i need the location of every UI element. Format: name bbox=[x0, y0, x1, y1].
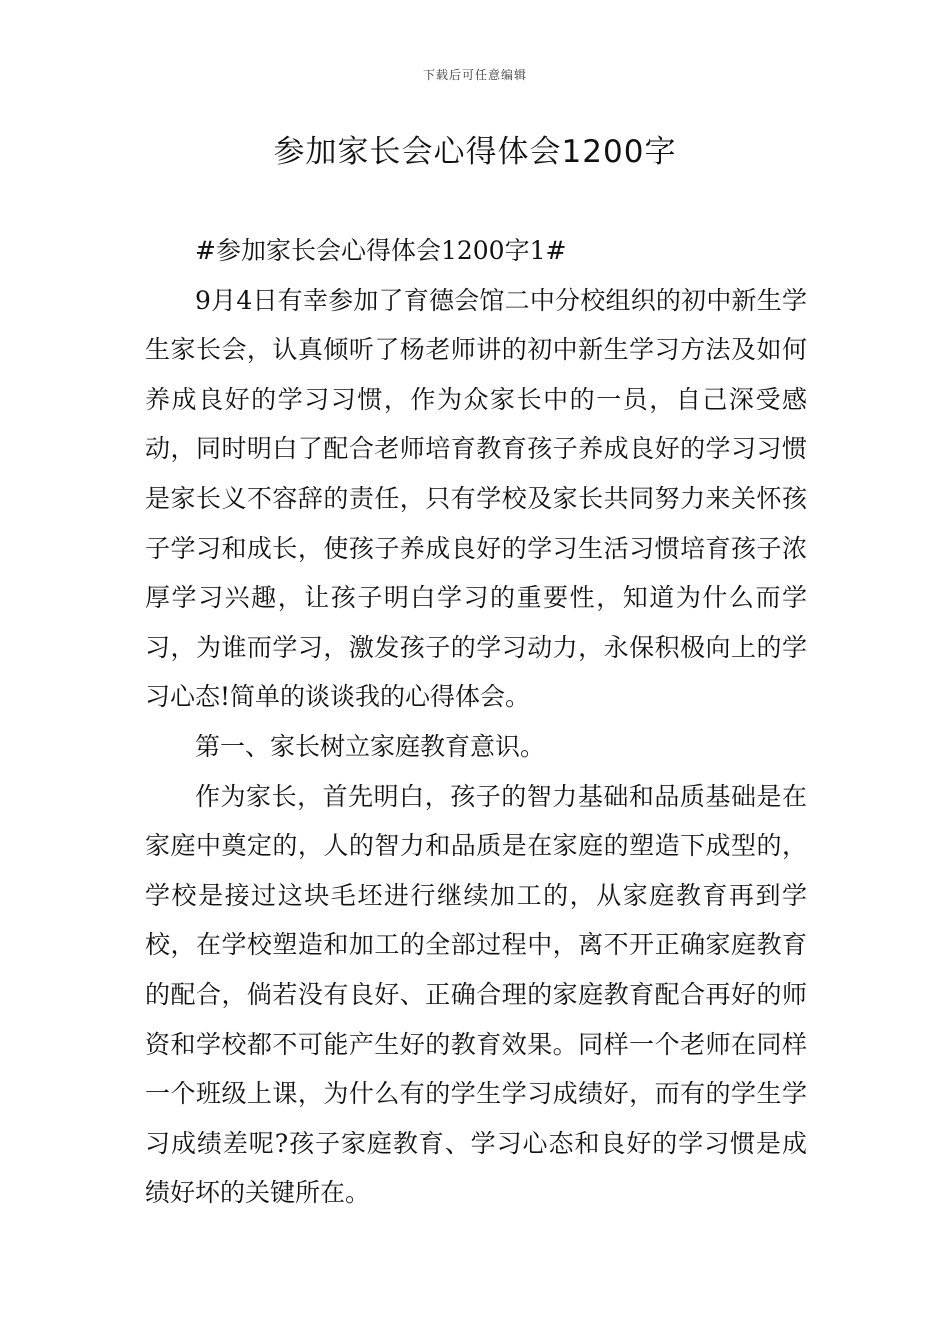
header-note: 下载后可任意编辑 bbox=[422, 68, 527, 82]
document-body bbox=[145, 226, 807, 1218]
body-paragraph: 作为家长，首先明白，孩子的智力基础和品质基础是在家庭中奠定的，人的智力和品质是在家庭的塑造下成型的，学校是接过这块毛坯进行继续加工的，从家庭教育再到学校，在学校塑造和加工的全部过程中，离不开正确家庭教育的配合，倘若没有良好、正确合理的家庭教育配合再好的师资和学校都不可能产生好的教育效果。同样一个老师在同样一个班级上课，为什么有的学生学习成绩好，而有的学生学习成绩差呢?孩子家庭教育、学习心态和良好的学习惯是成绩好坏的关键所在。 bbox=[145, 781, 807, 1208]
body-paragraph-section-heading: 第一、家长树立家庭教育意识。 bbox=[195, 731, 546, 761]
document-title: 参加家长会心得体会1200字 bbox=[273, 134, 677, 170]
body-paragraph-subheading: #参加家长会心得体会1200字1# bbox=[195, 236, 567, 265]
body-paragraph: 9月4日有幸参加了育德会馆二中分校组织的初中新生学生家长会，认真倾听了杨老师讲的初中新生学习方法及如何养成良好的学习习惯，作为众家长中的一员，自己深受感动，同时明白了配合老师培育教育孩子养成良好的学习习惯是家长义不容辞的责任，只有学校及家长共同努力来关怀孩子学习和成长，使孩子养成良好的学习生活习惯培育孩子浓厚学习兴趣，让孩子明白学习的重要性，知道为什么而学习，为谁而学习，激发孩子的学习动力，永保积极向上的学习心态!简单的谈谈我的心得体会。 bbox=[145, 285, 807, 712]
